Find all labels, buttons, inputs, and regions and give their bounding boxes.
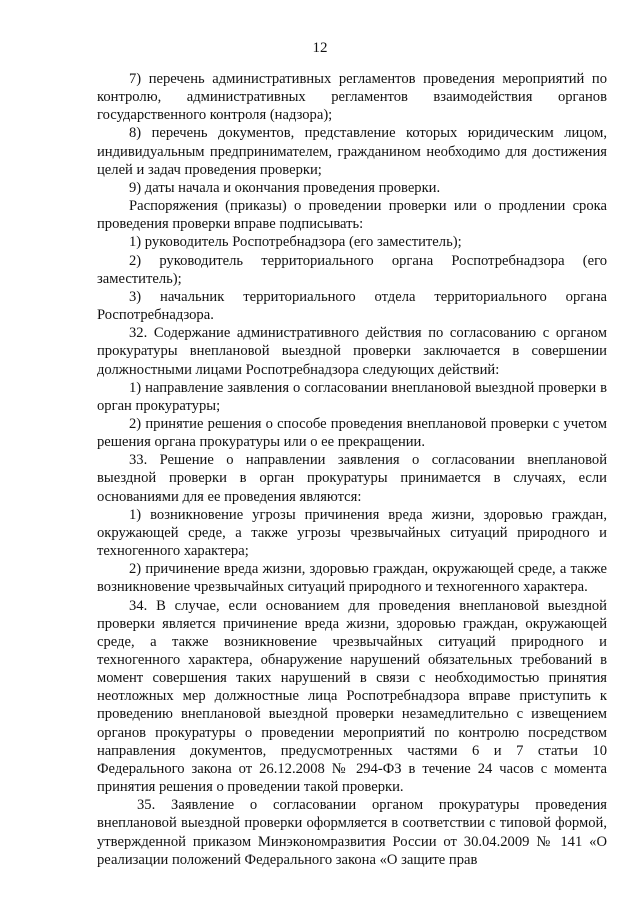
paragraph-signer-1: 1) руководитель Роспотребнадзора (его заместитель); — [129, 234, 462, 251]
paragraph-35: 35. Заявление о согласовании органом прокуратуры проведения внеплановой выездной проверки оформляется в соответствии с типовой формой, утвержденной приказом Минэкономразвития России от 30.04.2009 № 141 «О реализации положений Федерального закона «О защите прав — [97, 797, 607, 868]
paragraph-item-8: 8) перечень документов, представление которых юридическим лицом, индивидуальным предпринимателем, гражданином необходимо для достижения целей и задач проведения проверки; — [97, 125, 607, 178]
paragraph-signer-3: 3) начальник территориального отдела территориального органа Роспотребнадзора. — [97, 288, 607, 324]
page-number: 12 — [312, 40, 328, 56]
paragraph-item-7: 7) перечень административных регламентов проведения мероприятий по контролю, административных регламентов взаимодействия органов государственного контроля (надзора); — [97, 71, 607, 124]
paragraph-item-9: 9) даты начала и окончания проведения проверки. — [129, 179, 441, 196]
paragraph-orders-signing: Распоряжения (приказы) о проведении проверки или о продлении срока проведения проверки вправе подписывать: — [97, 198, 607, 233]
paragraph-signer-2: 2) руководитель территориального органа Роспотребнадзора (его заместитель); — [97, 252, 607, 287]
paragraph-32-action-2: 2) принятие решения о способе проведения внеплановой проверки с учетом решения органа прокуратуры или о ее прекращении. — [97, 415, 607, 451]
paragraph-33-ground-1: 1) возникновение угрозы причинения вреда жизни, здоровью граждан, окружающей среде, а также угрозы чрезвычайных ситуаций природного и техногенного характера; — [97, 506, 607, 560]
paragraph-33-ground-2: 2) причинение вреда жизни, здоровью граждан, окружающей среде, а также возникновение чрезвычайных ситуаций природного и техногенного характера. — [97, 561, 607, 596]
paragraph-32-action-1: 1) направление заявления о согласовании внеплановой выездной проверки в орган прокуратуры; — [97, 379, 607, 414]
paragraph-33: 33. Решение о направлении заявления о согласовании внеплановой выездной проверки в орган прокуратуры принимается в случаях, если основаниями для ее проведения являются: — [97, 452, 607, 505]
document-body — [97, 70, 607, 869]
paragraph-34: 34. В случае, если основанием для проведения внеплановой выездной проверки является причинение вреда жизни, здоровью граждан, окружающей среде, а также возникновение чрезвычайных ситуаций природного и техногенного характера, обнаружение нарушений обязательных требований в момент совершения таких нарушений в связи с необходимостью принятия неотложных мер должностные лица Роспотребнадзора вправе приступить к проведению внеплановой выездной проверки незамедлительно с извещением органов прокуратуры о проведении мероприятий по контролю посредством направления документов, предусмотренных частями 6 и 7 статьи 10 Федерального закона от 26.12.2008 № 294-ФЗ в течение 24 часов с момента принятия решения о проведении такой проверки. — [97, 597, 607, 796]
paragraph-32: 32. Содержание административного действия по согласованию с органом прокуратуры внеплановой выездной проверки заключается в совершении должностными лицами Роспотребнадзора следующих действий: — [97, 325, 607, 378]
